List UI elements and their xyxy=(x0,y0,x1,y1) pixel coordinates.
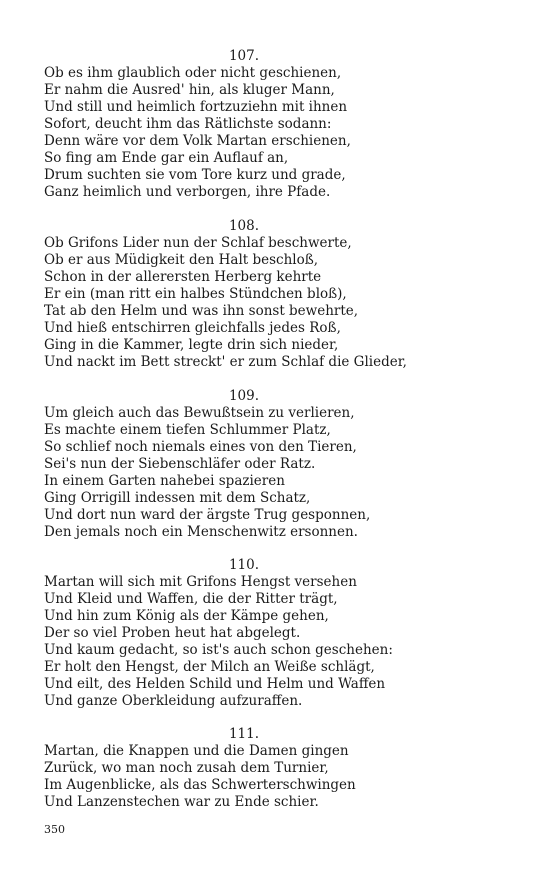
verse-line: Und still und heimlich fortzuziehn mit ihnen xyxy=(44,99,348,115)
verse-line: Um gleich auch das Bewußtsein zu verlieren, xyxy=(44,405,355,421)
stanza-number: 107. xyxy=(228,48,260,64)
verse-line: Ob er aus Müdigkeit den Halt beschloß, xyxy=(44,252,319,268)
stanza-number: 108. xyxy=(228,218,260,234)
verse-line: Er nahm die Ausred' hin, als kluger Mann, xyxy=(44,82,335,98)
stanza-111 xyxy=(44,726,514,811)
stanza-107 xyxy=(44,48,514,201)
stanza-number: 110. xyxy=(228,557,260,573)
stanza-number: 111. xyxy=(228,726,260,742)
verse-line: So fing am Ende gar ein Auflauf an, xyxy=(44,150,289,166)
verse-line: Ob Grifons Lider nun der Schlaf beschwerte, xyxy=(44,235,352,251)
verse-line: Ging in die Kammer, legte drin sich nieder, xyxy=(44,337,339,353)
verse-line: Und dort nun ward der ärgste Trug gesponnen, xyxy=(44,507,371,523)
verse-line: Martan will sich mit Grifons Hengst versehen xyxy=(44,574,357,590)
verse-line: Den jemals noch ein Menschenwitz ersonnen. xyxy=(44,524,358,540)
verse-line: Zurück, wo man noch zusah dem Turnier, xyxy=(44,760,329,776)
verse-line: Er holt den Hengst, der Milch an Weiße schlägt, xyxy=(44,659,375,675)
verse-line: Schon in der allerersten Herberg kehrte xyxy=(44,269,322,285)
verse-line: Ob es ihm glaublich oder nicht geschienen, xyxy=(44,65,342,81)
page-number: 350 xyxy=(44,823,65,836)
verse-line: Ging Orrigill indessen mit dem Schatz, xyxy=(44,490,311,506)
verse-line: Es machte einem tiefen Schlummer Platz, xyxy=(44,422,331,438)
verse-line: Sei's nun der Siebenschläfer oder Ratz. xyxy=(44,456,316,472)
verse-line: Er ein (man ritt ein halbes Stündchen bloß), xyxy=(44,286,347,302)
verse-line: Und eilt, des Helden Schild und Helm und Waffen xyxy=(44,676,386,692)
verse-line: Drum suchten sie vom Tore kurz und grade, xyxy=(44,167,346,183)
stanza-108 xyxy=(44,218,514,371)
verse-line: Und hieß entschirren gleichfalls jedes Roß, xyxy=(44,320,341,336)
verse-line: Denn wäre vor dem Volk Martan erschienen, xyxy=(44,133,351,149)
verse-line: In einem Garten nahebei spazieren xyxy=(44,473,285,489)
stanza-number: 109. xyxy=(228,388,260,404)
verse-line: Tat ab den Helm und was ihn sonst bewehrte, xyxy=(44,303,359,319)
verse-line: Und Lanzenstechen war zu Ende schier. xyxy=(44,794,319,810)
verse-line: Und hin zum König als der Kämpe gehen, xyxy=(44,608,329,624)
verse-line: Ganz heimlich und verborgen, ihre Pfade. xyxy=(44,184,331,200)
stanza-109 xyxy=(44,388,514,541)
stanza-110 xyxy=(44,557,514,710)
verse-line: Sofort, deucht ihm das Rätlichste sodann: xyxy=(44,116,332,132)
verse-line: Und kaum gedacht, so ist's auch schon geschehen: xyxy=(44,642,393,658)
verse-line: Der so viel Proben heut hat abgelegt. xyxy=(44,625,301,641)
verse-line: Und nackt im Bett streckt' er zum Schlaf die Glieder, xyxy=(44,354,407,370)
verse-line: Und ganze Oberkleidung aufzuraffen. xyxy=(44,693,303,709)
verse-line: Und Kleid und Waffen, die der Ritter trägt, xyxy=(44,591,338,607)
verse-line: Im Augenblicke, als das Schwerterschwingen xyxy=(44,777,356,793)
verse-line: So schlief noch niemals eines von den Tieren, xyxy=(44,439,357,455)
verse-line: Martan, die Knappen und die Damen gingen xyxy=(44,743,349,759)
